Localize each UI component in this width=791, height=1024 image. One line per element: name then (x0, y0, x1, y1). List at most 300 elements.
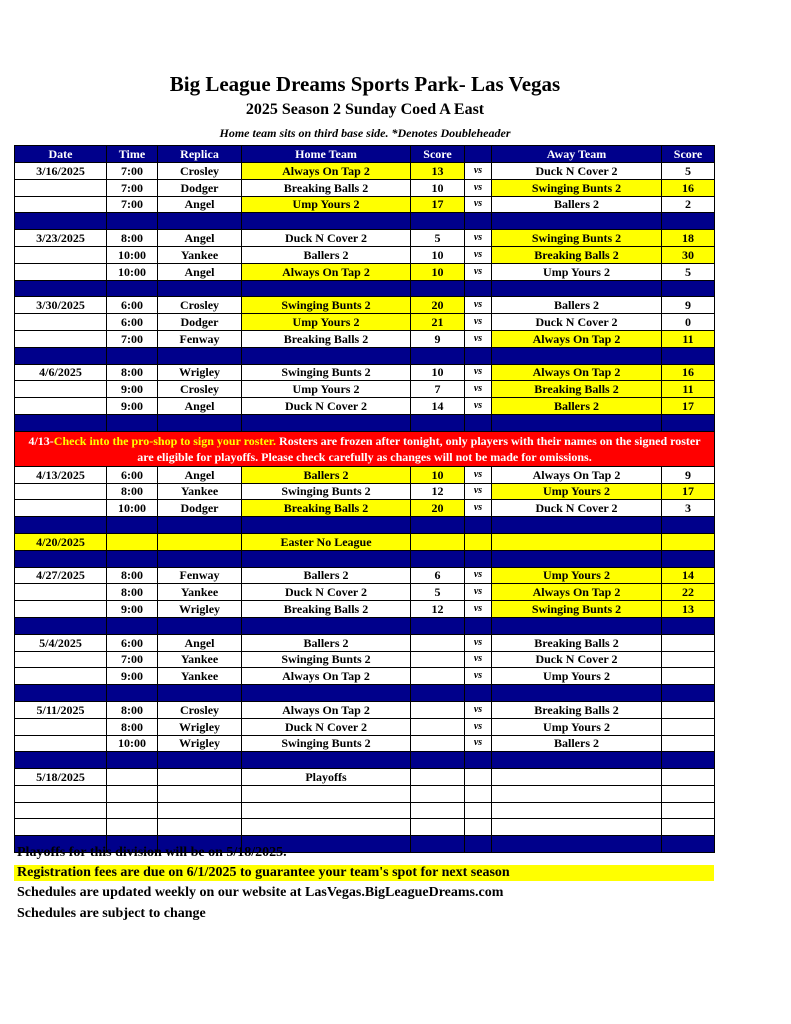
game-replica: Yankee (158, 668, 242, 685)
vs-label: vs (465, 179, 492, 196)
separator-cell (242, 347, 411, 364)
away-score: 14 (662, 567, 715, 584)
game-date: 4/6/2025 (15, 364, 107, 381)
away-score: 5 (662, 263, 715, 280)
game-date (15, 381, 107, 398)
empty-cell (107, 819, 158, 836)
separator-cell (411, 414, 465, 431)
separator-cell (242, 685, 411, 702)
separator-cell (242, 213, 411, 230)
home-score: 10 (411, 364, 465, 381)
away-score: 17 (662, 398, 715, 415)
separator-cell (15, 347, 107, 364)
vs-label: vs (465, 601, 492, 618)
vs-label: vs (465, 330, 492, 347)
separator-cell (411, 617, 465, 634)
separator-cell (158, 414, 242, 431)
blank-row (15, 802, 715, 819)
table-header-row (15, 146, 715, 163)
column-header-vs (465, 146, 492, 163)
separator-cell (465, 752, 492, 769)
game-time: 8:00 (107, 584, 158, 601)
game-replica: Wrigley (158, 718, 242, 735)
home-team: Swinging Bunts 2 (242, 651, 411, 668)
week-separator-row (15, 550, 715, 567)
separator-cell (242, 517, 411, 534)
home-score: 13 (411, 163, 465, 180)
game-row (15, 718, 715, 735)
home-team: Breaking Balls 2 (242, 500, 411, 517)
home-score (411, 701, 465, 718)
away-team: Breaking Balls 2 (492, 381, 662, 398)
game-date (15, 500, 107, 517)
home-team: Breaking Balls 2 (242, 179, 411, 196)
page-subtitle: 2025 Season 2 Sunday Coed A East (245, 101, 485, 118)
game-replica: Yankee (158, 584, 242, 601)
empty-cell (492, 819, 662, 836)
game-replica: Wrigley (158, 601, 242, 618)
game-row (15, 364, 715, 381)
no-league-row (15, 533, 715, 550)
empty-cell (465, 533, 492, 550)
vs-label: vs (465, 466, 492, 483)
away-team: Swinging Bunts 2 (492, 601, 662, 618)
separator-cell (158, 213, 242, 230)
game-row (15, 701, 715, 718)
page-title: Big League Dreams Sports Park- Las Vegas (169, 72, 561, 96)
empty-cell (492, 533, 662, 550)
separator-cell (158, 617, 242, 634)
separator-cell (15, 280, 107, 297)
empty-cell (492, 785, 662, 802)
empty-cell (662, 819, 715, 836)
home-score: 12 (411, 483, 465, 500)
home-score: 10 (411, 179, 465, 196)
game-date (15, 196, 107, 213)
home-score: 10 (411, 263, 465, 280)
separator-cell (15, 685, 107, 702)
game-time: 8:00 (107, 230, 158, 247)
separator-cell (492, 752, 662, 769)
roster-notice-highlight: Check into the pro-shop to sign your roster. (53, 433, 277, 448)
away-score (662, 701, 715, 718)
separator-cell (662, 280, 715, 297)
game-date (15, 179, 107, 196)
separator-cell (662, 617, 715, 634)
separator-cell (107, 347, 158, 364)
separator-cell (242, 280, 411, 297)
game-replica: Yankee (158, 651, 242, 668)
game-row (15, 500, 715, 517)
home-score: 5 (411, 584, 465, 601)
game-time: 10:00 (107, 735, 158, 752)
separator-cell (662, 836, 715, 853)
vs-label: vs (465, 230, 492, 247)
separator-cell (492, 685, 662, 702)
game-row (15, 466, 715, 483)
home-score: 9 (411, 330, 465, 347)
separator-cell (465, 347, 492, 364)
playoffs-label: Playoffs (242, 769, 411, 786)
game-date (15, 483, 107, 500)
footer-playoffs-note: Playoffs for this division will be on 5/18/2025. (17, 845, 287, 860)
separator-cell (411, 347, 465, 364)
game-row (15, 196, 715, 213)
away-team: Ballers 2 (492, 196, 662, 213)
separator-cell (242, 414, 411, 431)
game-replica: Angel (158, 398, 242, 415)
separator-cell (107, 617, 158, 634)
home-team: Ballers 2 (242, 567, 411, 584)
away-team: Swinging Bunts 2 (492, 230, 662, 247)
vs-label: vs (465, 718, 492, 735)
separator-cell (662, 213, 715, 230)
away-team: Ump Yours 2 (492, 567, 662, 584)
home-team: Duck N Cover 2 (242, 230, 411, 247)
away-score: 16 (662, 364, 715, 381)
away-team: Always On Tap 2 (492, 466, 662, 483)
game-time: 6:00 (107, 634, 158, 651)
game-date (15, 314, 107, 331)
home-score (411, 735, 465, 752)
separator-cell (492, 550, 662, 567)
game-date (15, 718, 107, 735)
home-team: Breaking Balls 2 (242, 330, 411, 347)
game-date: 5/18/2025 (15, 769, 107, 786)
away-score: 11 (662, 381, 715, 398)
separator-cell (107, 414, 158, 431)
game-row (15, 668, 715, 685)
separator-cell (15, 550, 107, 567)
game-time: 8:00 (107, 567, 158, 584)
game-date: 3/16/2025 (15, 163, 107, 180)
game-date (15, 651, 107, 668)
separator-cell (492, 347, 662, 364)
home-score (411, 651, 465, 668)
vs-label: vs (465, 263, 492, 280)
column-header-home-score: Score (411, 146, 465, 163)
game-row (15, 483, 715, 500)
away-team: Breaking Balls 2 (492, 701, 662, 718)
game-row (15, 297, 715, 314)
vs-label: vs (465, 297, 492, 314)
vs-label: vs (465, 246, 492, 263)
week-separator-row (15, 617, 715, 634)
game-time: 9:00 (107, 398, 158, 415)
week-separator-row (15, 213, 715, 230)
empty-cell (465, 802, 492, 819)
game-replica: Wrigley (158, 735, 242, 752)
away-score (662, 634, 715, 651)
game-replica: Yankee (158, 246, 242, 263)
separator-cell (662, 414, 715, 431)
separator-cell (662, 752, 715, 769)
empty-cell (242, 785, 411, 802)
away-score: 17 (662, 483, 715, 500)
blank-row (15, 785, 715, 802)
game-replica: Crosley (158, 297, 242, 314)
separator-cell (465, 617, 492, 634)
empty-cell (158, 769, 242, 786)
game-date: 4/27/2025 (15, 567, 107, 584)
vs-label: vs (465, 735, 492, 752)
separator-cell (15, 752, 107, 769)
game-row (15, 179, 715, 196)
game-replica: Crosley (158, 701, 242, 718)
away-team: Ump Yours 2 (492, 483, 662, 500)
empty-cell (492, 769, 662, 786)
away-team: Duck N Cover 2 (492, 651, 662, 668)
game-date: 5/4/2025 (15, 634, 107, 651)
vs-label: vs (465, 634, 492, 651)
game-date (15, 601, 107, 618)
away-score (662, 718, 715, 735)
away-team: Breaking Balls 2 (492, 634, 662, 651)
game-time: 6:00 (107, 314, 158, 331)
separator-cell (242, 550, 411, 567)
footer-registration-note: Registration fees are due on 6/1/2025 to guarantee your team's spot for next season (14, 865, 714, 881)
game-time: 7:00 (107, 179, 158, 196)
game-time: 6:00 (107, 466, 158, 483)
game-replica: Yankee (158, 483, 242, 500)
game-time: 7:00 (107, 163, 158, 180)
game-time: 6:00 (107, 297, 158, 314)
home-team: Swinging Bunts 2 (242, 735, 411, 752)
home-score: 21 (411, 314, 465, 331)
away-team: Duck N Cover 2 (492, 500, 662, 517)
separator-cell (465, 213, 492, 230)
separator-cell (465, 550, 492, 567)
separator-cell (465, 517, 492, 534)
game-date (15, 584, 107, 601)
away-score: 22 (662, 584, 715, 601)
separator-cell (465, 685, 492, 702)
empty-cell (465, 769, 492, 786)
column-header-replica: Replica (158, 146, 242, 163)
game-row (15, 314, 715, 331)
away-team: Ump Yours 2 (492, 718, 662, 735)
empty-cell (411, 785, 465, 802)
game-replica: Fenway (158, 330, 242, 347)
home-team: Swinging Bunts 2 (242, 364, 411, 381)
week-separator-row (15, 280, 715, 297)
home-team: Always On Tap 2 (242, 701, 411, 718)
vs-label: vs (465, 381, 492, 398)
empty-cell (107, 533, 158, 550)
game-replica: Angel (158, 466, 242, 483)
separator-cell (158, 752, 242, 769)
home-score (411, 634, 465, 651)
separator-cell (411, 517, 465, 534)
away-team: Breaking Balls 2 (492, 246, 662, 263)
game-time: 7:00 (107, 651, 158, 668)
schedule-body (15, 163, 715, 853)
vs-label: vs (465, 196, 492, 213)
game-time: 7:00 (107, 196, 158, 213)
separator-cell (662, 685, 715, 702)
week-separator-row (15, 347, 715, 364)
home-score: 7 (411, 381, 465, 398)
game-replica: Dodger (158, 314, 242, 331)
separator-cell (465, 280, 492, 297)
game-row (15, 735, 715, 752)
away-team: Ballers 2 (492, 398, 662, 415)
separator-cell (465, 414, 492, 431)
game-replica: Angel (158, 196, 242, 213)
game-row (15, 567, 715, 584)
away-score (662, 735, 715, 752)
empty-cell (662, 533, 715, 550)
game-time: 9:00 (107, 601, 158, 618)
home-team: Duck N Cover 2 (242, 584, 411, 601)
separator-cell (242, 752, 411, 769)
home-team: Breaking Balls 2 (242, 601, 411, 618)
roster-notice-text: Rosters are frozen after tonight, only players with their names on the signed roster are eligible for playoffs. Please check carefully as changes will not be made for omissions. (137, 433, 701, 464)
roster-notice (15, 431, 715, 466)
separator-cell (15, 517, 107, 534)
home-score: 10 (411, 246, 465, 263)
separator-cell (411, 836, 465, 853)
vs-label: vs (465, 364, 492, 381)
empty-cell (107, 785, 158, 802)
separator-cell (492, 836, 662, 853)
separator-cell (158, 550, 242, 567)
game-replica: Fenway (158, 567, 242, 584)
separator-cell (107, 550, 158, 567)
game-row (15, 381, 715, 398)
game-replica: Wrigley (158, 364, 242, 381)
game-replica: Dodger (158, 500, 242, 517)
game-row (15, 634, 715, 651)
game-replica: Angel (158, 263, 242, 280)
week-separator-row (15, 685, 715, 702)
away-score (662, 651, 715, 668)
empty-cell (411, 819, 465, 836)
empty-cell (662, 769, 715, 786)
away-score: 2 (662, 196, 715, 213)
away-score: 13 (662, 601, 715, 618)
home-team: Ballers 2 (242, 634, 411, 651)
game-replica: Angel (158, 634, 242, 651)
game-row (15, 651, 715, 668)
away-team: Always On Tap 2 (492, 584, 662, 601)
game-date: 3/23/2025 (15, 230, 107, 247)
game-date: 5/11/2025 (15, 701, 107, 718)
home-score: 20 (411, 500, 465, 517)
separator-cell (662, 517, 715, 534)
game-time: 8:00 (107, 718, 158, 735)
empty-cell (411, 802, 465, 819)
separator-cell (662, 347, 715, 364)
game-replica: Angel (158, 230, 242, 247)
game-date: 4/20/2025 (15, 533, 107, 550)
vs-label: vs (465, 584, 492, 601)
game-date (15, 246, 107, 263)
away-score: 16 (662, 179, 715, 196)
game-row (15, 230, 715, 247)
empty-cell (411, 769, 465, 786)
separator-cell (492, 414, 662, 431)
away-score: 18 (662, 230, 715, 247)
game-date: 4/13/2025 (15, 466, 107, 483)
empty-cell (465, 785, 492, 802)
vs-label: vs (465, 651, 492, 668)
blank-row (15, 819, 715, 836)
home-team: Duck N Cover 2 (242, 718, 411, 735)
game-date (15, 668, 107, 685)
column-header-date: Date (15, 146, 107, 163)
column-header-away-score: Score (662, 146, 715, 163)
game-row (15, 330, 715, 347)
home-team: Always On Tap 2 (242, 263, 411, 280)
home-score: 5 (411, 230, 465, 247)
vs-label: vs (465, 483, 492, 500)
separator-cell (242, 617, 411, 634)
away-score (662, 668, 715, 685)
empty-cell (662, 785, 715, 802)
away-score: 9 (662, 466, 715, 483)
separator-cell (465, 836, 492, 853)
away-team: Ballers 2 (492, 297, 662, 314)
home-team: Always On Tap 2 (242, 668, 411, 685)
away-team: Swinging Bunts 2 (492, 179, 662, 196)
separator-cell (158, 347, 242, 364)
separator-cell (662, 550, 715, 567)
separator-cell (15, 213, 107, 230)
away-team: Always On Tap 2 (492, 364, 662, 381)
away-score: 0 (662, 314, 715, 331)
game-date (15, 398, 107, 415)
vs-label: vs (465, 398, 492, 415)
game-time: 9:00 (107, 668, 158, 685)
vs-label: vs (465, 567, 492, 584)
away-score: 3 (662, 500, 715, 517)
game-time: 10:00 (107, 246, 158, 263)
away-team: Always On Tap 2 (492, 330, 662, 347)
game-replica: Crosley (158, 163, 242, 180)
away-team: Duck N Cover 2 (492, 163, 662, 180)
home-team: Swinging Bunts 2 (242, 483, 411, 500)
game-time: 8:00 (107, 483, 158, 500)
game-replica: Dodger (158, 179, 242, 196)
home-score (411, 668, 465, 685)
away-team: Ump Yours 2 (492, 668, 662, 685)
empty-cell (465, 819, 492, 836)
vs-label: vs (465, 701, 492, 718)
separator-cell (107, 213, 158, 230)
home-score: 17 (411, 196, 465, 213)
home-team: Ballers 2 (242, 246, 411, 263)
week-separator-row (15, 752, 715, 769)
game-time: 10:00 (107, 263, 158, 280)
week-separator-row (15, 414, 715, 431)
game-replica: Crosley (158, 381, 242, 398)
separator-cell (411, 550, 465, 567)
game-row (15, 584, 715, 601)
game-time: 9:00 (107, 381, 158, 398)
home-team: Ump Yours 2 (242, 196, 411, 213)
separator-cell (411, 685, 465, 702)
empty-cell (15, 819, 107, 836)
empty-cell (158, 533, 242, 550)
separator-cell (492, 617, 662, 634)
separator-cell (107, 685, 158, 702)
empty-cell (242, 802, 411, 819)
game-time: 10:00 (107, 500, 158, 517)
game-row (15, 163, 715, 180)
home-team: Always On Tap 2 (242, 163, 411, 180)
playoffs-row (15, 769, 715, 786)
